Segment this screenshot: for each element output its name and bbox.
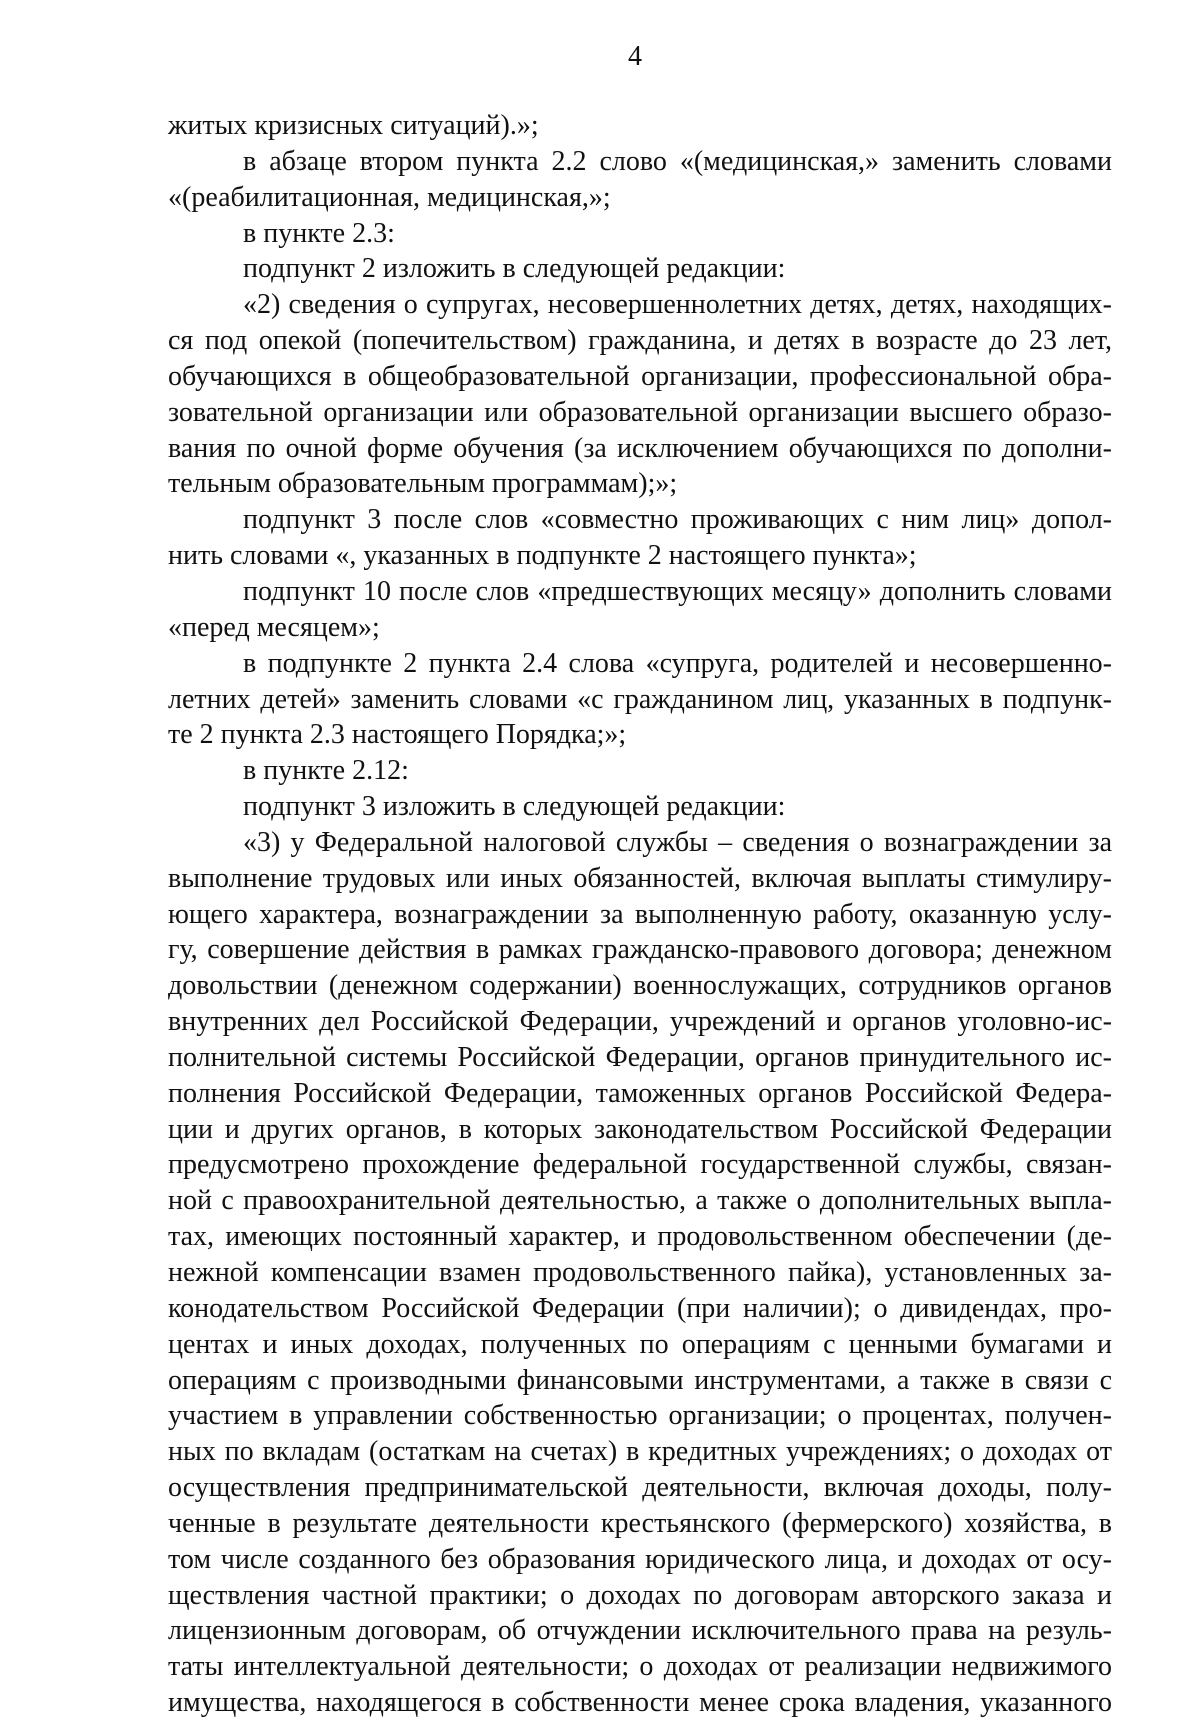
text-line: подпункт 3 после слов «совместно проживающих с ним лиц» допол-	[243, 504, 1112, 536]
text-line: в пункте 2.12:	[243, 755, 409, 787]
text-line: «(реабилитационная, медицинская,»;	[168, 181, 611, 213]
document-body	[168, 108, 1112, 1721]
text-line: таты интеллектуальной деятельности; о доходах от реализации недвижимого	[168, 1651, 1112, 1683]
text-line: зовательной организации или образовательной организации высшего образо-	[168, 396, 1112, 428]
text-line: операциям с производными финансовыми инструментами, а также в связи с	[168, 1364, 1112, 1396]
text-line: «2) сведения о супругах, несовершеннолетних детях, детях, находящих-	[243, 289, 1112, 321]
text-line: центах и иных доходах, полученных по операциям с ценными бумагами и	[168, 1328, 1112, 1360]
text-line: ществления частной практики; о доходах по договорам авторского заказа и	[168, 1579, 1112, 1611]
text-line: ных по вкладам (остаткам на счетах) в кредитных учреждениях; о доходах от	[168, 1436, 1112, 1468]
text-line: лицензионным договорам, об отчуждении исключительного права на резуль-	[168, 1615, 1112, 1647]
text-line: обучающихся в общеобразовательной организации, профессиональной обра-	[168, 360, 1112, 392]
text-line: выполнение трудовых или иных обязанностей, включая выплаты стимулиру-	[168, 862, 1112, 894]
text-line: ющего характера, вознаграждении за выполненную работу, оказанную услу-	[168, 898, 1112, 930]
text-line: имущества, находящегося в собственности менее срока владения, указанного	[168, 1687, 1112, 1719]
text-line: те 2 пункта 2.3 настоящего Порядка;»;	[168, 719, 627, 751]
text-line: довольствии (денежном содержании) военнослужащих, сотрудников органов	[168, 970, 1112, 1002]
text-line: ной с правоохранительной деятельностью, а также о дополнительных выпла-	[168, 1185, 1112, 1217]
text-line: тах, имеющих постоянный характер, и продовольственном обеспечении (де-	[168, 1221, 1112, 1253]
text-line: полнения Российской Федерации, таможенных органов Российской Федера-	[168, 1077, 1112, 1109]
text-line: «перед месяцем»;	[168, 611, 380, 643]
text-line: подпункт 10 после слов «предшествующих месяцу» дополнить словами	[243, 575, 1112, 607]
text-line: нежной компенсации взамен продовольственного пайка), установленных за-	[168, 1257, 1112, 1288]
text-line: участием в управлении собственностью организации; о процентах, получен-	[168, 1400, 1112, 1432]
page-number: 4	[628, 41, 642, 72]
text-line: ченные в результате деятельности крестьянского (фермерского) хозяйства, в	[168, 1507, 1112, 1539]
text-line: в пункте 2.3:	[243, 217, 395, 249]
text-line: предусмотрено прохождение федеральной государственной службы, связан-	[168, 1149, 1112, 1181]
text-line: конодательством Российской Федерации (при наличии); о дивидендах, про-	[168, 1292, 1112, 1324]
text-line: подпункт 2 изложить в следующей редакции:	[243, 253, 786, 285]
text-line: том числе созданного без образования юридического лица, и доходах от осу-	[168, 1543, 1112, 1575]
text-line: нить словами «, указанных в подпункте 2 настоящего пункта»;	[168, 540, 917, 572]
text-line: внутренних дел Российской Федерации, учреждений и органов уголовно-ис-	[168, 1006, 1112, 1038]
text-line: гу, совершение действия в рамках гражданско-правового договора; денежном	[168, 934, 1112, 966]
text-line: ся под опекой (попечительством) гражданина, и детях в возрасте до 23 лет,	[168, 325, 1112, 357]
text-line: полнительной системы Российской Федерации, органов принудительного ис-	[168, 1041, 1112, 1073]
text-line: летних детей» заменить словами «с гражданином лиц, указанных в подпунк-	[168, 683, 1112, 715]
text-line: «3) у Федеральной налоговой службы – сведения о вознаграждении за	[243, 826, 1112, 858]
text-line: осуществления предпринимательской деятельности, включая доходы, полу-	[168, 1472, 1112, 1504]
text-line: в абзаце втором пункта 2.2 слово «(медицинская,» заменить словами	[243, 145, 1112, 177]
text-line: тельным образовательным программам);»;	[168, 468, 678, 500]
text-line: подпункт 3 изложить в следующей редакции:	[243, 791, 786, 823]
text-line: вания по очной форме обучения (за исключением обучающихся по дополни-	[168, 432, 1112, 464]
text-line: ции и других органов, в которых законодательством Российской Федерации	[168, 1113, 1112, 1145]
text-line: в подпункте 2 пункта 2.4 слова «супруга, родителей и несовершенно-	[243, 647, 1112, 679]
text-line: житых кризисных ситуаций).»;	[168, 110, 539, 141]
